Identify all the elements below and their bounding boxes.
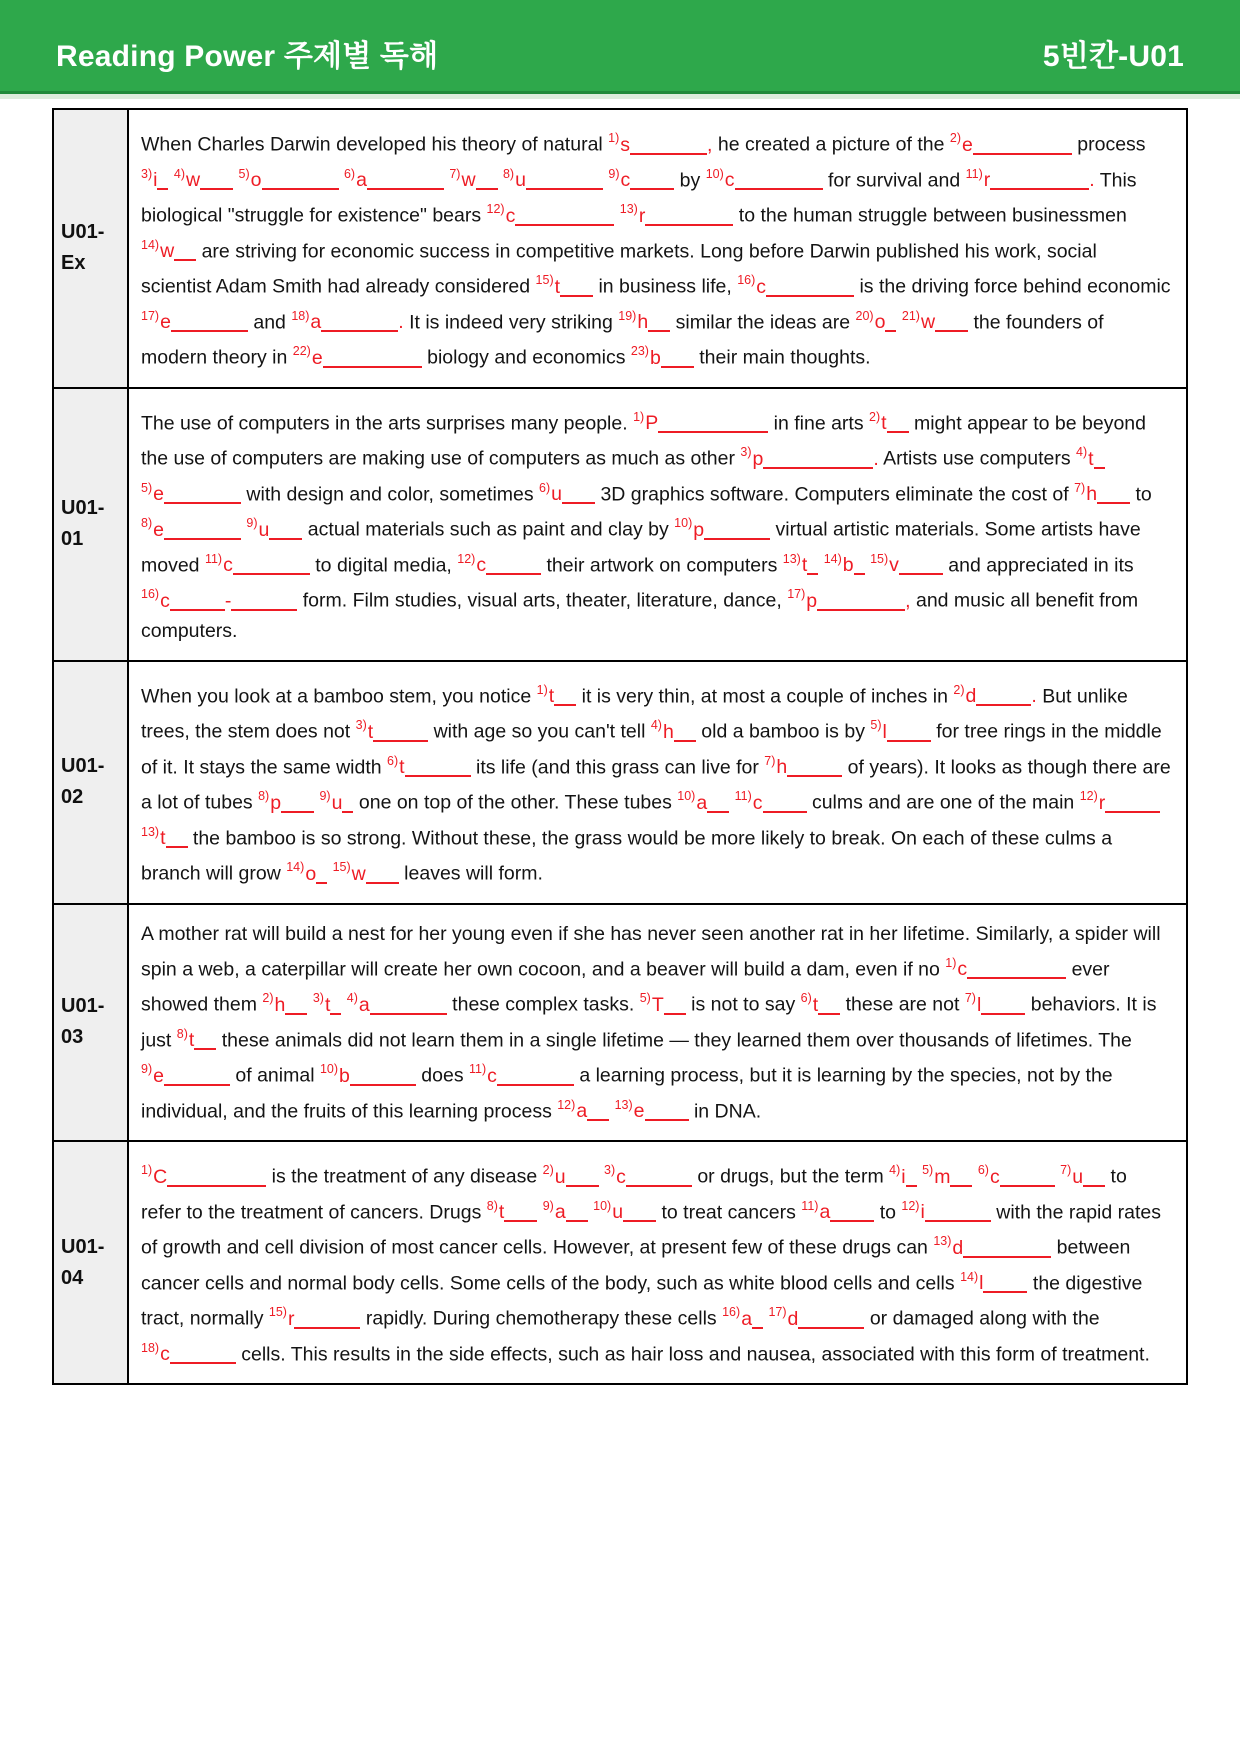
fill-blank-7: $^{7)}$u bbox=[1060, 1166, 1105, 1188]
blank-number: 3) bbox=[604, 1163, 616, 1177]
blank-number: 12) bbox=[457, 551, 476, 566]
fill-blank-12: $^{12)}$c bbox=[487, 205, 615, 227]
fill-blank-15: $^{15)}$w bbox=[333, 863, 399, 885]
blank-number: 3) bbox=[312, 991, 324, 1005]
fill-blank-14: $^{14)}$o bbox=[286, 863, 327, 885]
fill-blank-11: $^{11)}$r . bbox=[965, 166, 1095, 191]
fill-blank-9: $^{9)}$c bbox=[608, 169, 674, 191]
fill-blank-9: $^{9)}$e bbox=[141, 1065, 230, 1087]
fill-blank-15: $^{15)}$v bbox=[870, 554, 943, 576]
table-row bbox=[53, 904, 1187, 1142]
fill-blank-8: $^{8)}$t bbox=[487, 1201, 538, 1223]
fill-blank-4: $^{4)}$h bbox=[651, 721, 696, 743]
table-row bbox=[53, 109, 1187, 388]
blank-number: 6) bbox=[539, 480, 551, 495]
blank-number: 2) bbox=[953, 682, 965, 697]
fill-blank-6: $^{6)}$t bbox=[387, 756, 471, 778]
fill-blank-7: $^{7)}$l bbox=[965, 994, 1025, 1016]
table-row bbox=[53, 1141, 1187, 1384]
blank-number: 1) bbox=[141, 1163, 153, 1177]
blank-number: 10) bbox=[593, 1198, 612, 1213]
blank-number: 9) bbox=[246, 516, 258, 530]
row-label-line: 04 bbox=[61, 1266, 84, 1289]
blank-number: 3) bbox=[141, 166, 153, 181]
blank-number: 19) bbox=[618, 308, 637, 323]
fill-blank-21: $^{21)}$w bbox=[902, 311, 968, 333]
blank-number: 23) bbox=[630, 344, 649, 358]
fill-blank-20: $^{20)}$o bbox=[856, 311, 897, 333]
blank-number: 15) bbox=[332, 860, 351, 874]
row-label-line: Ex bbox=[61, 252, 86, 275]
blank-number: 11) bbox=[801, 1198, 819, 1213]
blank-number: 6) bbox=[977, 1163, 989, 1177]
fill-blank-3: $^{3)}$i bbox=[141, 169, 168, 191]
fill-blank-16: $^{16)}$c - bbox=[141, 590, 297, 612]
row-label-u01-04 bbox=[53, 1141, 128, 1384]
fill-blank-14: $^{14)}$l bbox=[960, 1272, 1027, 1294]
blank-number: 6) bbox=[343, 166, 356, 181]
blank-number: 13) bbox=[141, 824, 160, 839]
fill-blank-12: $^{12)}$r bbox=[1080, 792, 1161, 814]
blank-number: 5) bbox=[922, 1163, 934, 1177]
fill-blank-11: $^{11)}$c bbox=[735, 792, 807, 814]
blank-number: 7) bbox=[764, 753, 776, 768]
fill-blank-1: $^{1)}$t bbox=[537, 685, 577, 707]
blank-number: 10) bbox=[677, 789, 696, 803]
fill-blank-13: $^{13)}$t bbox=[783, 554, 819, 576]
blank-number: 7) bbox=[964, 991, 976, 1005]
fill-blank-2: $^{2)}$h bbox=[262, 994, 307, 1016]
fill-blank-18: $^{18)}$c bbox=[141, 1343, 236, 1365]
blank-number: 8) bbox=[486, 1198, 498, 1213]
fill-blank-2: $^{2)}$u bbox=[543, 1166, 599, 1188]
row-label-line: 01 bbox=[61, 528, 84, 550]
row-label-u01-01 bbox=[53, 388, 128, 661]
fill-blank-2: $^{2)}$e bbox=[950, 134, 1072, 156]
fill-blank-5: $^{5)}$e bbox=[141, 483, 241, 505]
blank-number: 9) bbox=[319, 789, 331, 803]
blank-number: 6) bbox=[800, 991, 812, 1005]
fill-blank-15: $^{15)}$r bbox=[269, 1308, 361, 1330]
fill-blank-12: $^{12)}$i bbox=[901, 1201, 990, 1223]
blank-number: 10) bbox=[674, 516, 693, 530]
fill-blank-8: $^{8)}$p bbox=[258, 792, 314, 814]
blank-number: 11) bbox=[204, 551, 223, 566]
blank-number: 5) bbox=[141, 480, 153, 495]
blank-number: 18) bbox=[141, 1340, 160, 1355]
fill-blank-18: $^{18)}$a . bbox=[291, 308, 404, 333]
blank-number: 10) bbox=[319, 1062, 339, 1076]
passage-u01-ex: When Charles Darwin developed his theory of natural $^{1)}$s , he created a picture of the $^{2)}$e process $^{3)}$i $^{4)}$w $^{5)}$o $^{6)}$a $^{7)}$w $^{8)}$u $^{9)}$c by $^{10)}$c for survival and $^{11)}$r . This biological "struggle for existence" bears $^{12)}$c $^{13)}$r to the human struggle between businessmen $^{14)}$w are striving for economic success in competitive markets. Long before Darwin published his work, social scientist Adam Smith had already considered $^{15)}$t in business life, $^{16)}$c is the driving force behind economic $^{17)}$e and $^{18)}$a . It is indeed very striking $^{19)}$h similar the ideas are $^{20)}$o $^{21)}$w the founders of modern theory in $^{22)}$e biology and economics $^{23)}$b their main thoughts. bbox=[128, 109, 1187, 388]
fill-blank-5: $^{5)}$l bbox=[870, 721, 930, 743]
fill-blank-15: $^{15)}$t bbox=[536, 276, 594, 298]
blank-number: 4) bbox=[173, 166, 186, 181]
blank-number: 18) bbox=[291, 308, 310, 323]
fill-blank-4: $^{4)}$t bbox=[1076, 448, 1105, 470]
blank-number: 20) bbox=[855, 308, 874, 323]
passage-u01-04: $^{1)}$C is the treatment of any disease $^{2)}$u $^{3)}$c or drugs, but the term $^{4)}$i $^{5)}$m $^{6)}$c $^{7)}$u to refer to the treatment of cancers. Drugs $^{8)}$t $^{9)}$a $^{10)}$u to treat cancers $^{11)}$a to $^{12)}$i with the rapid rates of growth and cell division of most cancer cells. However, at present few of these drugs can $^{13)}$d between cancer cells and normal body cells. Some cells of the body, such as white blood cells and cells $^{14)}$l the digestive tract, normally $^{15)}$r rapidly. During chemotherapy these cells $^{16)}$a $^{17)}$d or damaged along with the $^{18)}$c cells. This results in the side effects, such as hair loss and nausea, associated with this form of treatment. bbox=[128, 1141, 1187, 1384]
fill-blank-7: $^{7)}$h bbox=[1074, 483, 1130, 505]
header-bar bbox=[0, 0, 1240, 94]
fill-blank-12: $^{12)}$a bbox=[557, 1100, 609, 1122]
blank-number: 14) bbox=[286, 860, 305, 874]
blank-number: 7) bbox=[449, 166, 461, 181]
blank-number: 1) bbox=[945, 955, 957, 970]
blank-number: 2) bbox=[949, 131, 961, 145]
blank-number: 14) bbox=[141, 237, 160, 252]
fill-blank-19: $^{19)}$h bbox=[618, 311, 670, 333]
fill-blank-1: $^{1)}$P bbox=[633, 412, 768, 434]
fill-blank-7: $^{7)}$w bbox=[449, 169, 497, 191]
fill-blank-14: $^{14)}$w bbox=[141, 240, 196, 262]
worksheet-table bbox=[52, 108, 1188, 1385]
fill-blank-1: $^{1)}$c bbox=[945, 958, 1066, 980]
fill-blank-2: $^{2)}$d . bbox=[953, 682, 1037, 707]
fill-blank-3: $^{3)}$t bbox=[356, 721, 429, 743]
blank-number: 2) bbox=[542, 1163, 554, 1177]
blank-number: 1) bbox=[608, 131, 620, 145]
fill-blank-5: $^{5)}$m bbox=[922, 1166, 972, 1188]
blank-number: 13) bbox=[933, 1234, 952, 1248]
fill-blank-23: $^{23)}$b bbox=[631, 347, 694, 369]
passage-u01-03: A mother rat will build a nest for her young even if she has never seen another rat in her lifetime. Similarly, a spider will spin a web, a caterpillar will create her own cocoon, and a beaver will build a dam, even if no $^{1)}$c ever showed them $^{2)}$h $^{3)}$t $^{4)}$a these complex tasks. $^{5)}$T is not to say $^{6)}$t these are not $^{7)}$l behaviors. It is just $^{8)}$t these animals did not learn them in a single lifetime — they learned them over thousands of lifetimes. The $^{9)}$e of animal $^{10)}$b does $^{11)}$c a learning process, but it is learning by the species, not by the individual, and the fruits of this learning process $^{12)}$a $^{13)}$e in DNA. bbox=[128, 904, 1187, 1142]
blank-number: 4) bbox=[650, 718, 662, 732]
passage-u01-02: When you look at a bamboo stem, you notice $^{1)}$t it is very thin, at most a couple of inches in $^{2)}$d . But unlike trees, the stem does not $^{3)}$t with age so you can't tell $^{4)}$h old a bamboo is by $^{5)}$l for tree rings in the middle of it. It stays the same width $^{6)}$t its life (and this grass can live for $^{7)}$h of years). It looks as though there are a lot of tubes $^{8)}$p $^{9)}$u one on top of the other. These tubes $^{10)}$a $^{11)}$c culms and are one of the main $^{12)}$r $^{13)}$t the bamboo is so strong. Without these, the grass would be more likely to break. On each of these culms a branch will grow $^{14)}$o $^{15)}$w leaves will form. bbox=[128, 661, 1187, 904]
fill-blank-22: $^{22)}$e bbox=[293, 347, 422, 369]
blank-number: 8) bbox=[502, 166, 515, 181]
fill-blank-13: $^{13)}$t bbox=[141, 827, 188, 849]
blank-number: 2) bbox=[262, 991, 274, 1005]
fill-blank-10: $^{10)}$p bbox=[674, 519, 770, 541]
blank-number: 4) bbox=[1076, 445, 1088, 459]
fill-blank-6: $^{6)}$c bbox=[978, 1166, 1055, 1188]
fill-blank-7: $^{7)}$h bbox=[764, 756, 842, 778]
fill-blank-1: $^{1)}$C bbox=[141, 1166, 266, 1188]
blank-number: 5) bbox=[870, 718, 882, 732]
blank-number: 12) bbox=[1079, 789, 1098, 803]
fill-blank-6: $^{6)}$a bbox=[344, 169, 444, 191]
blank-number: 12) bbox=[557, 1097, 576, 1112]
blank-number: 8) bbox=[258, 789, 270, 803]
fill-blank-9: $^{9)}$a bbox=[543, 1201, 588, 1223]
fill-blank-11: $^{11)}$c bbox=[205, 554, 310, 576]
table-row bbox=[53, 661, 1187, 904]
fill-blank-13: $^{13)}$r bbox=[620, 205, 734, 227]
fill-blank-14: $^{14)}$b bbox=[824, 554, 865, 576]
blank-number: 11) bbox=[965, 166, 983, 181]
fill-blank-13: $^{13)}$e bbox=[615, 1100, 689, 1122]
blank-number: 22) bbox=[292, 344, 311, 358]
blank-number: 9) bbox=[141, 1062, 153, 1076]
blank-number: 6) bbox=[387, 753, 399, 768]
fill-blank-8: $^{8)}$t bbox=[177, 1029, 217, 1051]
row-label-line: 03 bbox=[61, 1026, 84, 1049]
fill-blank-5: $^{5)}$T bbox=[640, 994, 686, 1016]
row-label-line: U01- bbox=[61, 995, 105, 1018]
page-title: Reading Power 주제별 독해 bbox=[56, 40, 439, 73]
page-code: 5빈칸-U01 bbox=[1042, 40, 1184, 73]
blank-number: 8) bbox=[141, 516, 153, 530]
fill-blank-11: $^{11)}$c bbox=[469, 1065, 574, 1087]
fill-blank-11: $^{11)}$a bbox=[801, 1201, 874, 1223]
fill-blank-8: $^{8)}$u bbox=[503, 169, 603, 191]
blank-number: 9) bbox=[542, 1198, 554, 1213]
blank-number: 13) bbox=[782, 551, 801, 566]
fill-blank-4: $^{4)}$i bbox=[889, 1166, 916, 1188]
fill-blank-17: $^{17)}$p , bbox=[787, 587, 911, 612]
fill-blank-10: $^{10)}$a bbox=[677, 792, 729, 814]
blank-number: 15) bbox=[535, 273, 554, 287]
blank-number: 9) bbox=[608, 166, 620, 181]
fill-blank-3: $^{3)}$t bbox=[313, 994, 342, 1016]
blank-number: 8) bbox=[176, 1026, 188, 1041]
blank-number: 4) bbox=[346, 991, 358, 1005]
blank-number: 12) bbox=[486, 202, 505, 216]
blank-number: 1) bbox=[536, 682, 548, 697]
row-label-line: U01- bbox=[61, 755, 105, 777]
blank-number: 13) bbox=[614, 1097, 633, 1112]
blank-number: 17) bbox=[141, 308, 160, 323]
fill-blank-3: $^{3)}$p . bbox=[740, 445, 879, 470]
fill-blank-6: $^{6)}$u bbox=[539, 483, 595, 505]
blank-number: 21) bbox=[901, 308, 920, 323]
row-label-u01-02 bbox=[53, 661, 128, 904]
blank-number: 11) bbox=[734, 789, 752, 803]
fill-blank-5: $^{5)}$o bbox=[239, 169, 339, 191]
fill-blank-4: $^{4)}$w bbox=[174, 169, 233, 191]
row-label-line: U01- bbox=[61, 221, 105, 244]
blank-number: 16) bbox=[722, 1305, 741, 1319]
fill-blank-3: $^{3)}$c bbox=[604, 1166, 692, 1188]
blank-number: 5) bbox=[639, 991, 651, 1005]
fill-blank-2: $^{2)}$t bbox=[869, 412, 909, 434]
blank-number: 5) bbox=[238, 166, 250, 181]
blank-number: 4) bbox=[889, 1163, 901, 1177]
blank-number: 11) bbox=[469, 1062, 487, 1076]
blank-number: 15) bbox=[870, 551, 889, 566]
fill-blank-9: $^{9)}$u bbox=[319, 792, 353, 814]
fill-blank-17: $^{17)}$e bbox=[141, 311, 248, 333]
fill-blank-10: $^{10)}$b bbox=[320, 1065, 416, 1087]
header-divider bbox=[0, 94, 1240, 99]
blank-number: 1) bbox=[633, 409, 645, 424]
blank-number: 3) bbox=[740, 445, 752, 459]
passage-u01-01: The use of computers in the arts surprises many people. $^{1)}$P in fine arts $^{2)}$t might appear to be beyond the use of computers are making use of computers as much as other $^{3)}$p . Artists use computers $^{4)}$t $^{5)}$e with design and color, sometimes $^{6)}$u 3D graphics software. Computers eliminate the cost of $^{7)}$h to $^{8)}$e $^{9)}$u actual materials such as paint and clay by $^{10)}$p virtual artistic materials. Some artists have moved $^{11)}$c to digital media, $^{12)}$c their artwork on computers $^{13)}$t $^{14)}$b $^{15)}$v and appreciated in its $^{16)}$c - form. Film studies, visual arts, theater, literature, dance, $^{17)}$p , and music all benefit from computers. bbox=[128, 388, 1187, 661]
blank-number: 16) bbox=[737, 273, 756, 287]
blank-number: 16) bbox=[141, 587, 160, 601]
blank-number: 14) bbox=[823, 551, 842, 566]
blank-number: 12) bbox=[901, 1198, 920, 1213]
blank-number: 3) bbox=[355, 718, 367, 732]
table-row bbox=[53, 388, 1187, 661]
blank-number: 15) bbox=[268, 1305, 287, 1319]
blank-number: 2) bbox=[869, 409, 881, 424]
fill-blank-8: $^{8)}$e bbox=[141, 519, 241, 541]
row-label-u01-ex bbox=[53, 109, 128, 388]
row-label-line: U01- bbox=[61, 497, 105, 519]
blank-number: 13) bbox=[619, 202, 638, 216]
fill-blank-6: $^{6)}$t bbox=[801, 994, 841, 1016]
blank-number: 14) bbox=[960, 1269, 979, 1284]
blank-number: 17) bbox=[787, 587, 806, 601]
fill-blank-10: $^{10)}$u bbox=[593, 1201, 656, 1223]
fill-blank-12: $^{12)}$c bbox=[457, 554, 541, 576]
row-label-line: U01- bbox=[61, 1235, 105, 1258]
fill-blank-17: $^{17)}$d bbox=[768, 1308, 864, 1330]
fill-blank-1: $^{1)}$s , bbox=[608, 131, 713, 156]
row-label-line: 02 bbox=[61, 786, 84, 808]
blank-number: 7) bbox=[1074, 480, 1086, 495]
blank-number: 17) bbox=[768, 1305, 787, 1319]
fill-blank-4: $^{4)}$a bbox=[347, 994, 447, 1016]
blank-number: 10) bbox=[705, 166, 724, 181]
fill-blank-9: $^{9)}$u bbox=[246, 519, 302, 541]
fill-blank-13: $^{13)}$d bbox=[933, 1237, 1051, 1259]
fill-blank-16: $^{16)}$c bbox=[737, 276, 854, 298]
fill-blank-10: $^{10)}$c bbox=[706, 169, 823, 191]
blank-number: 7) bbox=[1060, 1163, 1072, 1177]
row-label-u01-03 bbox=[53, 904, 128, 1142]
fill-blank-16: $^{16)}$a bbox=[722, 1308, 763, 1330]
